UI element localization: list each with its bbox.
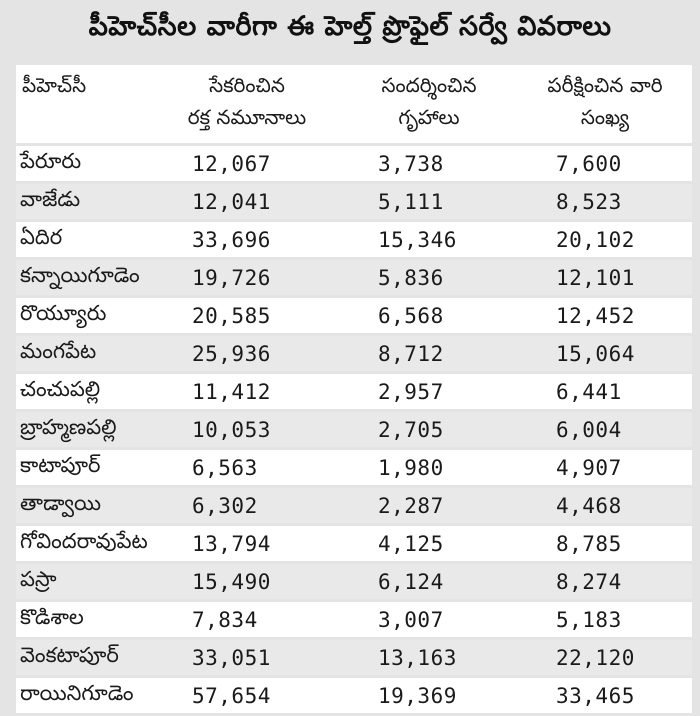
phc-name-cell: వాజేడు bbox=[16, 184, 154, 219]
phc-name-cell: మంగపేట bbox=[16, 336, 154, 371]
table-row bbox=[16, 488, 692, 523]
samples-cell: 33,696 bbox=[154, 222, 340, 257]
samples-cell: 13,794 bbox=[154, 526, 340, 561]
column-header-houses-line2: గృహాలు bbox=[398, 105, 460, 129]
table-row bbox=[16, 602, 692, 637]
samples-cell: 20,585 bbox=[154, 298, 340, 333]
houses-cell: 2,957 bbox=[340, 374, 518, 409]
table-body bbox=[16, 146, 692, 713]
tested-cell: 6,004 bbox=[518, 412, 692, 447]
houses-cell: 3,007 bbox=[340, 602, 518, 637]
column-header-phc-label: పీహెచ్‌సీ bbox=[22, 73, 87, 97]
samples-cell: 19,726 bbox=[154, 260, 340, 295]
phc-name-cell: పేరూరు bbox=[16, 146, 154, 181]
survey-table bbox=[16, 62, 692, 716]
table-row bbox=[16, 298, 692, 333]
table-row bbox=[16, 450, 692, 485]
houses-cell: 13,163 bbox=[340, 640, 518, 675]
phc-name-cell: కన్నాయిగూడెం bbox=[16, 260, 154, 295]
tested-cell: 12,101 bbox=[518, 260, 692, 295]
table-row bbox=[16, 640, 692, 675]
table-row bbox=[16, 336, 692, 371]
tested-cell: 8,274 bbox=[518, 564, 692, 599]
column-header-phc bbox=[16, 65, 154, 143]
table-row bbox=[16, 146, 692, 181]
phc-name-cell: గోవిందరావుపేట bbox=[16, 526, 154, 561]
tested-cell: 6,441 bbox=[518, 374, 692, 409]
phc-name-cell: చంచుపల్లి bbox=[16, 374, 154, 409]
tested-cell: 20,102 bbox=[518, 222, 692, 257]
tested-cell: 4,468 bbox=[518, 488, 692, 523]
page-title: పీహెచ్‌సీల వారీగా ఈ హెల్త్ ప్రొఫైల్ సర్వే వివరాలు bbox=[88, 11, 612, 42]
phc-name-cell: కాటాపూర్ bbox=[16, 450, 154, 485]
table-row bbox=[16, 526, 692, 561]
samples-cell: 11,412 bbox=[154, 374, 340, 409]
samples-cell: 25,936 bbox=[154, 336, 340, 371]
table-row bbox=[16, 260, 692, 295]
houses-cell: 6,124 bbox=[340, 564, 518, 599]
phc-name-cell: కొడిశాల bbox=[16, 602, 154, 637]
samples-cell: 15,490 bbox=[154, 564, 340, 599]
phc-name-cell: ఏదిర bbox=[16, 222, 154, 257]
samples-cell: 57,654 bbox=[154, 678, 340, 713]
phc-name-cell: రాయినిగూడెం bbox=[16, 678, 154, 713]
tested-cell: 7,600 bbox=[518, 146, 692, 181]
tested-cell: 5,183 bbox=[518, 602, 692, 637]
houses-cell: 6,568 bbox=[340, 298, 518, 333]
column-header-samples bbox=[154, 65, 340, 143]
samples-cell: 12,041 bbox=[154, 184, 340, 219]
table-row bbox=[16, 374, 692, 409]
phc-name-cell: వెంకటాపూర్ bbox=[16, 640, 154, 675]
table-row bbox=[16, 184, 692, 219]
houses-cell: 2,705 bbox=[340, 412, 518, 447]
houses-cell: 4,125 bbox=[340, 526, 518, 561]
samples-cell: 12,067 bbox=[154, 146, 340, 181]
phc-name-cell: తాడ్వాయి bbox=[16, 488, 154, 523]
houses-cell: 19,369 bbox=[340, 678, 518, 713]
samples-cell: 6,563 bbox=[154, 450, 340, 485]
houses-cell: 5,836 bbox=[340, 260, 518, 295]
tested-cell: 12,452 bbox=[518, 298, 692, 333]
column-header-houses-line1: సందర్శించిన bbox=[381, 73, 477, 97]
table-row bbox=[16, 678, 692, 713]
phc-name-cell: పస్రా bbox=[16, 564, 154, 599]
tested-cell: 22,120 bbox=[518, 640, 692, 675]
phc-name-cell: బ్రాహ్మణపల్లి bbox=[16, 412, 154, 447]
tested-cell: 8,785 bbox=[518, 526, 692, 561]
tested-cell: 4,907 bbox=[518, 450, 692, 485]
column-header-samples-line1: సేకరించిన bbox=[209, 73, 285, 97]
houses-cell: 15,346 bbox=[340, 222, 518, 257]
samples-cell: 7,834 bbox=[154, 602, 340, 637]
samples-cell: 6,302 bbox=[154, 488, 340, 523]
houses-cell: 5,111 bbox=[340, 184, 518, 219]
samples-cell: 10,053 bbox=[154, 412, 340, 447]
houses-cell: 2,287 bbox=[340, 488, 518, 523]
table-row bbox=[16, 412, 692, 447]
houses-cell: 1,980 bbox=[340, 450, 518, 485]
samples-cell: 33,051 bbox=[154, 640, 340, 675]
houses-cell: 8,712 bbox=[340, 336, 518, 371]
column-header-houses bbox=[340, 65, 518, 143]
table-row bbox=[16, 222, 692, 257]
table-header-row bbox=[16, 65, 692, 143]
column-header-tested-line2: సంఖ్య bbox=[580, 105, 630, 129]
houses-cell: 3,738 bbox=[340, 146, 518, 181]
tested-cell: 33,465 bbox=[518, 678, 692, 713]
column-header-samples-line2: రక్త నమూనాలు bbox=[187, 105, 307, 129]
column-header-tested bbox=[518, 65, 692, 143]
table-row bbox=[16, 564, 692, 599]
tested-cell: 8,523 bbox=[518, 184, 692, 219]
column-header-tested-line1: పరీక్షించిన వారి bbox=[547, 73, 663, 97]
tested-cell: 15,064 bbox=[518, 336, 692, 371]
phc-name-cell: రొయ్యూరు bbox=[16, 298, 154, 333]
